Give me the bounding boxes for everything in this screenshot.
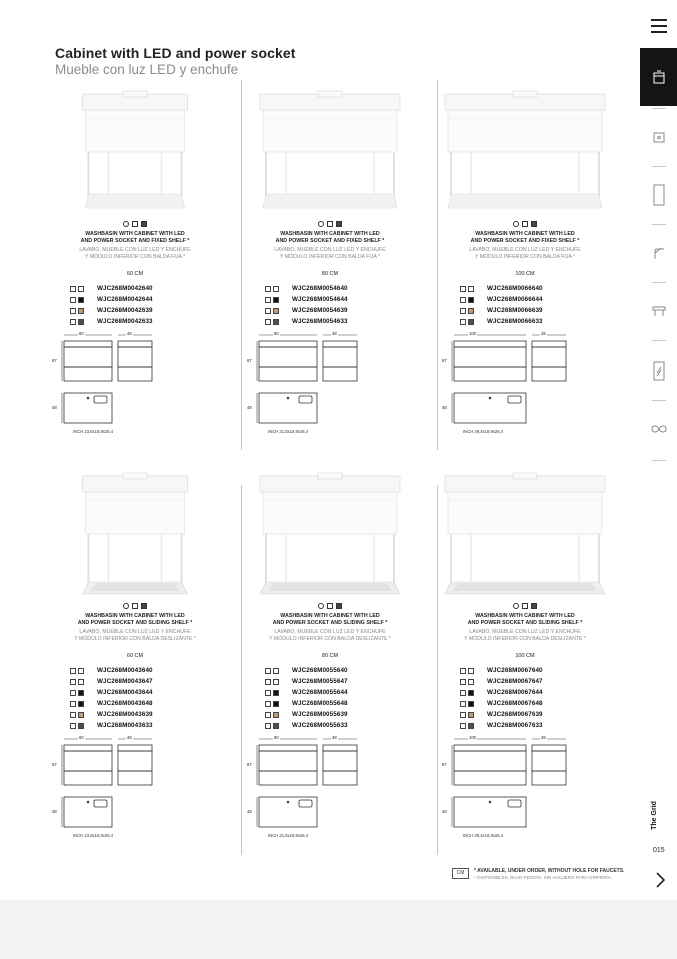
product-code-row: [265, 698, 405, 709]
finish-color-swatch-icon: [78, 712, 84, 718]
product-description-es: LAVABO, MUEBLE CON LUZ LED Y ENCHUFE Y MÓDULO INFERIOR CON BALDA DESLIZANTE *: [464, 629, 586, 642]
box-swatch-icon: [265, 319, 271, 325]
box-swatch-icon: [460, 701, 466, 707]
box-swatch-icon: [70, 679, 76, 685]
product-description-en: WASHBASIN WITH CABINET WITH LED AND POWER SOCKET AND FIXED SHELF *: [275, 231, 385, 244]
finish-color-swatch-icon: [78, 297, 84, 303]
next-arrow-icon[interactable]: [648, 868, 672, 892]
product-code-row: [265, 676, 405, 687]
width-label: 80: [274, 331, 279, 336]
product-code: WJC268M0055644: [292, 689, 348, 696]
box-swatch-icon: [460, 319, 466, 325]
product-size: 80 CM: [321, 271, 339, 277]
finish-swatch-icon[interactable]: [531, 221, 537, 227]
product-code-list: [460, 665, 600, 731]
product-image[interactable]: [240, 88, 420, 218]
bench-icon[interactable]: [640, 282, 677, 340]
finish-swatch-icon[interactable]: [336, 603, 342, 609]
finish-swatch-icon[interactable]: [522, 221, 528, 227]
product-code: WJC268M0054644: [292, 296, 348, 303]
sidebar-divider: [652, 340, 666, 341]
washbasin-icon[interactable]: [640, 108, 677, 166]
finish-color-swatch-icon: [78, 668, 84, 674]
finish-swatches[interactable]: [435, 221, 615, 227]
depth-label-side: 48: [442, 809, 447, 814]
product-code-row: [265, 283, 405, 294]
product-code: WJC268M0043633: [97, 722, 153, 729]
finish-color-swatch-icon: [468, 668, 474, 674]
product-description-en: WASHBASIN WITH CABINET WITH LED AND POWER SOCKET AND FIXED SHELF *: [470, 231, 580, 244]
box-swatch-icon: [460, 308, 466, 314]
finish-swatch-icon[interactable]: [123, 221, 129, 227]
height-label: 67: [442, 358, 447, 363]
inch-dimensions: INCH 31,5x18,9x26,4: [268, 833, 309, 838]
product-code: WJC268M0067639: [487, 711, 543, 718]
box-swatch-icon: [460, 712, 466, 718]
product-code: WJC268M0066639: [487, 307, 543, 314]
product-code-row: [265, 687, 405, 698]
box-swatch-icon: [265, 286, 271, 292]
finish-swatch-icon[interactable]: [513, 221, 519, 227]
product-code-row: [265, 720, 405, 731]
finish-color-swatch-icon: [273, 701, 279, 707]
box-swatch-icon: [460, 679, 466, 685]
product-image[interactable]: [435, 470, 615, 600]
product-code-list: [265, 665, 405, 731]
product-description-es: LAVABO, MUEBLE CON LUZ LED Y ENCHUFE Y MÓDULO INFERIOR CON BALDA DESLIZANTE *: [74, 629, 196, 642]
product-code-row: [70, 676, 210, 687]
product-code: WJC268M0054640: [292, 285, 348, 292]
product-code: WJC268M0043640: [97, 667, 153, 674]
section-label: The Grid: [650, 801, 658, 830]
dimension-diagram: [247, 735, 405, 848]
finish-swatch-icon[interactable]: [132, 221, 138, 227]
finish-color-swatch-icon: [78, 723, 84, 729]
depth-label: 48: [127, 735, 132, 740]
finish-color-swatch-icon: [468, 679, 474, 685]
product-code: WJC268M0066633: [487, 318, 543, 325]
height-label: 67: [442, 762, 447, 767]
page-subtitle: Mueble con luz LED y enchufe: [55, 62, 239, 77]
product-code: WJC268M0042640: [97, 285, 153, 292]
product-code: WJC268M0067648: [487, 700, 543, 707]
product-code-row: [70, 698, 210, 709]
box-swatch-icon: [460, 690, 466, 696]
finish-color-swatch-icon: [273, 319, 279, 325]
product-code-list: [70, 283, 210, 327]
depth-label: 48: [541, 331, 546, 336]
product-code-row: [70, 283, 210, 294]
width-label: 100: [469, 331, 476, 336]
box-swatch-icon: [265, 723, 271, 729]
box-swatch-icon: [70, 286, 76, 292]
product-description-en: WASHBASIN WITH CABINET WITH LED AND POWER SOCKET AND SLIDING SHELF *: [467, 613, 583, 626]
product-description-es: LAVABO, MUEBLE CON LUZ LED Y ENCHUFE Y MÓDULO INFERIOR CON BALDA FIJA *: [469, 247, 581, 260]
faucet-icon[interactable]: [640, 224, 677, 282]
product-code-row: [70, 305, 210, 316]
infinity-icon[interactable]: [640, 400, 677, 458]
finish-color-swatch-icon: [468, 308, 474, 314]
product-code-row: [460, 316, 600, 327]
dimension-diagram: [247, 331, 405, 444]
product-code: WJC268M0067640: [487, 667, 543, 674]
finish-color-swatch-icon: [78, 286, 84, 292]
height-label: 67: [52, 762, 57, 767]
product-code-row: [460, 709, 600, 720]
depth-label-side: 48: [442, 405, 447, 410]
depth-label-side: 48: [247, 405, 252, 410]
product-description-es: LAVABO, MUEBLE CON LUZ LED Y ENCHUFE Y MÓDULO INFERIOR CON BALDA FIJA *: [274, 247, 386, 260]
dimension-diagram: [442, 331, 600, 444]
product-code: WJC268M0043639: [97, 711, 153, 718]
height-label: 67: [52, 358, 57, 363]
product-code-row: [460, 698, 600, 709]
finish-color-swatch-icon: [468, 286, 474, 292]
product-code: WJC268M0042639: [97, 307, 153, 314]
product-size: 100 CM: [515, 271, 535, 277]
inch-dimensions: INCH 39,4x18,9x26,4: [463, 429, 504, 434]
product-code-row: [460, 294, 600, 305]
product-code-row: [265, 305, 405, 316]
product-code-row: [460, 283, 600, 294]
finish-swatch-icon[interactable]: [141, 603, 147, 609]
finish-swatch-icon[interactable]: [327, 603, 333, 609]
product-code: WJC268M0042633: [97, 318, 153, 325]
product-code: WJC268M0043644: [97, 689, 153, 696]
product-code: WJC268M0067644: [487, 689, 543, 696]
depth-label: 48: [332, 735, 337, 740]
product-code-row: [70, 709, 210, 720]
product-description-en: WASHBASIN WITH CABINET WITH LED AND POWER SOCKET AND SLIDING SHELF *: [272, 613, 388, 626]
box-swatch-icon: [265, 297, 271, 303]
dimension-diagram: [52, 735, 210, 848]
finish-color-swatch-icon: [468, 319, 474, 325]
finish-color-swatch-icon: [468, 723, 474, 729]
product-code: WJC268M0055639: [292, 711, 348, 718]
mirror-icon[interactable]: [640, 166, 677, 224]
finish-color-swatch-icon: [78, 319, 84, 325]
finish-swatches[interactable]: [435, 603, 615, 609]
finish-color-swatch-icon: [273, 668, 279, 674]
product-description-en: WASHBASIN WITH CABINET WITH LED AND POWER SOCKET AND FIXED SHELF *: [80, 231, 190, 244]
finish-swatches[interactable]: [240, 603, 420, 609]
finish-swatches[interactable]: [45, 221, 225, 227]
product-code-list: [70, 665, 210, 731]
box-swatch-icon: [265, 690, 271, 696]
dimension-diagram: [442, 735, 600, 848]
depth-label-side: 48: [52, 809, 57, 814]
box-swatch-icon: [265, 712, 271, 718]
product-code: WJC268M0055648: [292, 700, 348, 707]
product-code-row: [70, 316, 210, 327]
box-swatch-icon: [70, 668, 76, 674]
product-code-row: [265, 709, 405, 720]
box-swatch-icon: [265, 668, 271, 674]
product-code-row: [460, 305, 600, 316]
box-swatch-icon: [460, 668, 466, 674]
product-code-row: [70, 720, 210, 731]
width-label: 60: [79, 735, 84, 740]
depth-label: 48: [127, 331, 132, 336]
finish-color-swatch-icon: [78, 690, 84, 696]
product-code: WJC268M0067647: [487, 678, 543, 685]
product-code-list: [460, 283, 600, 327]
finish-color-swatch-icon: [273, 679, 279, 685]
sidebar-divider: [652, 460, 666, 461]
product-code-row: [265, 316, 405, 327]
finish-swatch-icon[interactable]: [132, 603, 138, 609]
catalog-sidebar: [640, 0, 677, 900]
menu-icon[interactable]: [640, 10, 677, 42]
product-code-row: [460, 720, 600, 731]
product-code: WJC268M0066644: [487, 296, 543, 303]
box-swatch-icon: [70, 712, 76, 718]
finish-color-swatch-icon: [273, 286, 279, 292]
finish-color-swatch-icon: [273, 308, 279, 314]
footnote-es: * DISPONIBLES, BAJO PEDIDO, SIN AGUJERO PARA GRIFERÍA.: [474, 875, 613, 880]
finish-swatch-icon[interactable]: [327, 221, 333, 227]
shower-screen-icon[interactable]: [640, 342, 677, 400]
depth-label-side: 48: [52, 405, 57, 410]
product-code: WJC268M0042644: [97, 296, 153, 303]
finish-color-swatch-icon: [273, 690, 279, 696]
finish-color-swatch-icon: [273, 712, 279, 718]
product-code: WJC268M0043647: [97, 678, 153, 685]
finish-color-swatch-icon: [273, 723, 279, 729]
product-code: WJC268M0043648: [97, 700, 153, 707]
width-label: 80: [274, 735, 279, 740]
product-code: WJC268M0054633: [292, 318, 348, 325]
finish-swatch-icon[interactable]: [318, 221, 324, 227]
product-code: WJC268M0066640: [487, 285, 543, 292]
box-swatch-icon: [70, 308, 76, 314]
viewer-bottom-band: [0, 900, 677, 959]
finish-color-swatch-icon: [78, 308, 84, 314]
product-code-list: [265, 283, 405, 327]
finish-color-swatch-icon: [468, 712, 474, 718]
product-size: 60 CM: [126, 271, 144, 277]
box-swatch-icon: [460, 286, 466, 292]
page-title: Cabinet with LED and power socket: [55, 45, 296, 61]
footnote-en: * AVAILABLE, UNDER ORDER, WITHOUT HOLE FOR FAUCETS.: [474, 868, 625, 874]
product-code-row: [460, 687, 600, 698]
product-size: 100 CM: [515, 653, 535, 659]
product-description-en: WASHBASIN WITH CABINET WITH LED AND POWER SOCKET AND SLIDING SHELF *: [77, 613, 193, 626]
product-code-row: [70, 687, 210, 698]
product-size: 80 CM: [321, 653, 339, 659]
product-size: 60 CM: [126, 653, 144, 659]
finish-color-swatch-icon: [468, 297, 474, 303]
width-label: 60: [79, 331, 84, 336]
product-code-row: [265, 665, 405, 676]
product-description-es: LAVABO, MUEBLE CON LUZ LED Y ENCHUFE Y MÓDULO INFERIOR CON BALDA FIJA *: [79, 247, 191, 260]
finish-swatch-icon[interactable]: [141, 221, 147, 227]
depth-label: 48: [541, 735, 546, 740]
height-label: 67: [247, 762, 252, 767]
finish-color-swatch-icon: [78, 679, 84, 685]
page-number: 015: [653, 847, 665, 854]
depth-label: 48: [332, 331, 337, 336]
product-code: WJC268M0055640: [292, 667, 348, 674]
finish-swatch-icon[interactable]: [531, 603, 537, 609]
finish-swatch-icon[interactable]: [522, 603, 528, 609]
inch-dimensions: INCH 23,6x18,9x26,4: [73, 429, 114, 434]
box-swatch-icon: [70, 723, 76, 729]
box-swatch-icon: [70, 297, 76, 303]
inch-dimensions: INCH 23,6x18,9x26,4: [73, 833, 114, 838]
box-swatch-icon: [70, 690, 76, 696]
inch-dimensions: INCH 31,5x18,9x26,4: [268, 429, 309, 434]
product-code-row: [70, 294, 210, 305]
cm-badge: CM: [452, 868, 469, 879]
product-code: WJC268M0055647: [292, 678, 348, 685]
product-code-row: [460, 676, 600, 687]
box-swatch-icon: [70, 319, 76, 325]
product-image[interactable]: [435, 88, 615, 218]
finish-color-swatch-icon: [273, 297, 279, 303]
finish-color-swatch-icon: [468, 701, 474, 707]
product-image[interactable]: [45, 470, 225, 600]
product-code: WJC268M0067633: [487, 722, 543, 729]
finish-swatches[interactable]: [240, 221, 420, 227]
product-description-es: LAVABO, MUEBLE CON LUZ LED Y ENCHUFE Y MÓDULO INFERIOR CON BALDA DESLIZANTE *: [269, 629, 391, 642]
finish-color-swatch-icon: [78, 701, 84, 707]
box-swatch-icon: [265, 308, 271, 314]
finish-color-swatch-icon: [468, 690, 474, 696]
product-image[interactable]: [45, 88, 225, 218]
product-code-row: [70, 665, 210, 676]
finish-swatch-icon[interactable]: [123, 603, 129, 609]
inch-dimensions: INCH 39,4x18,9x26,4: [463, 833, 504, 838]
box-swatch-icon: [460, 297, 466, 303]
product-code: WJC268M0054639: [292, 307, 348, 314]
finish-swatch-icon[interactable]: [318, 603, 324, 609]
product-code: WJC268M0055633: [292, 722, 348, 729]
box-swatch-icon: [265, 679, 271, 685]
box-swatch-icon: [265, 701, 271, 707]
depth-label-side: 48: [247, 809, 252, 814]
finish-swatches[interactable]: [45, 603, 225, 609]
product-image[interactable]: [240, 470, 420, 600]
width-label: 100: [469, 735, 476, 740]
product-code-row: [460, 665, 600, 676]
dimension-diagram: [52, 331, 210, 444]
finish-swatch-icon[interactable]: [336, 221, 342, 227]
product-code-row: [265, 294, 405, 305]
cabinet-icon[interactable]: [640, 48, 677, 106]
finish-swatch-icon[interactable]: [513, 603, 519, 609]
height-label: 67: [247, 358, 252, 363]
box-swatch-icon: [70, 701, 76, 707]
box-swatch-icon: [460, 723, 466, 729]
